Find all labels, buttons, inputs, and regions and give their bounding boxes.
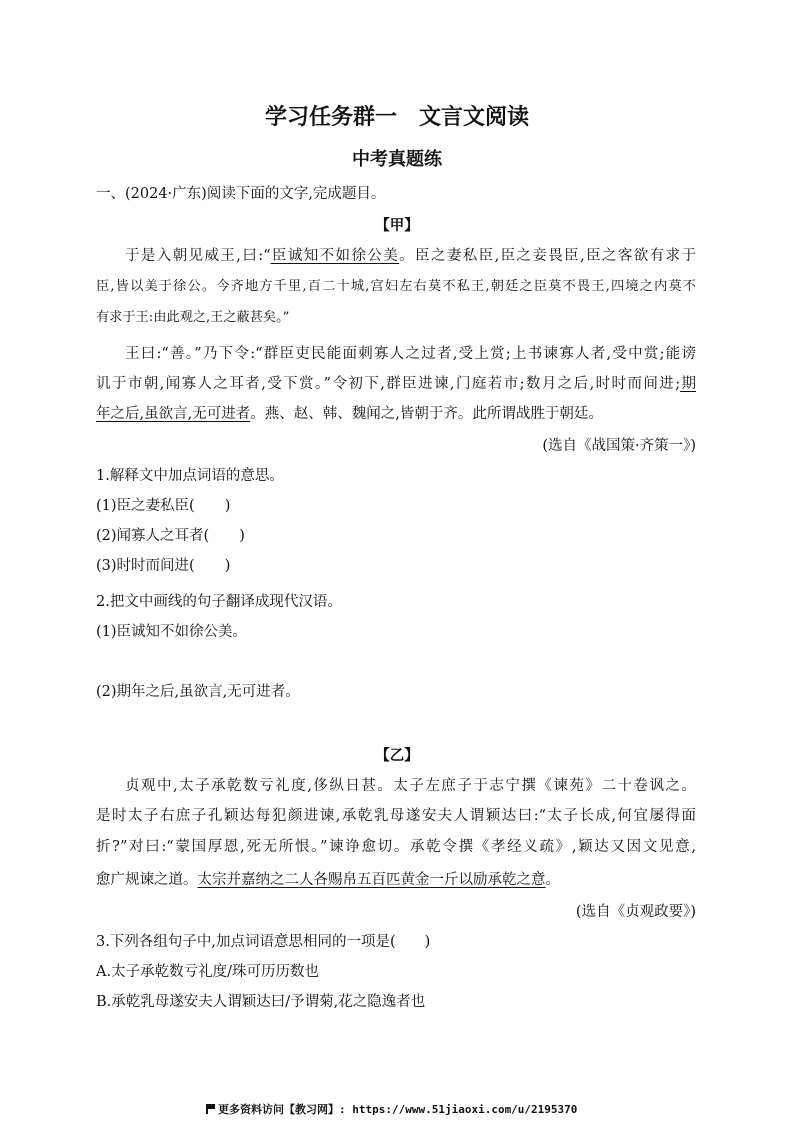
- underlined-sentence-2: 期: [680, 376, 696, 392]
- underlined-sentence-3: 太宗并嘉纳之二人各赐帛五百匹黄金一斤以励承乾之意: [197, 872, 546, 888]
- passage-a-p2-line1: 王曰:“善。”乃下令:“群臣吏民能面刺寡人之过者,受上赏;上书谏寡人者,受中赏;能谤: [125, 346, 696, 362]
- passage-a-p1-line2: 臣,皆以美于徐公。今齐地方千里,百二十城,宫妇左右莫不私王,朝廷之臣莫不畏王,四境之内莫不: [96, 279, 696, 294]
- question-1-item-3: [96, 556, 230, 576]
- question-1-item-2: [96, 526, 245, 546]
- underlined-sentence-2-cont: 年之后,虽欲言,无可进者: [96, 406, 251, 422]
- text-run: 。: [545, 872, 560, 888]
- item-close: ): [239, 528, 245, 544]
- text-run: 讥于市朝,闻寡人之耳者,受下赏。”令初下,群臣进谏,门庭若市;数月之后,时时而间进;: [96, 376, 681, 392]
- question-3-stem: 3.下列各组句子中,加点词语意思相同的一项是( ): [96, 934, 431, 950]
- item-text: (1)臣之妻私臣(: [96, 498, 195, 514]
- question-3-option-b[interactable]: B.承乾乳母遂安夫人谓颖达曰/予谓菊,花之隐逸者也: [96, 994, 426, 1010]
- question-1-stem: 1.解释文中加点词语的意思。: [96, 468, 284, 484]
- passage-b-line3: 折?”对曰:“蒙国厚恩,死无所恨。”谏诤愈切。承乾令撰《孝经义疏》,颖达又因文见意,: [96, 839, 696, 855]
- question-2-item-2: (2)期年之后,虽欲言,无可进者。: [96, 684, 300, 700]
- passage-b-line1: 贞观中,太子承乾数亏礼度,侈纵日甚。太子左庶子于志宁撰《谏苑》二十卷讽之。: [125, 778, 696, 794]
- item-close: ): [224, 498, 231, 514]
- page-title: 学习任务群一 文言文阅读: [264, 105, 529, 130]
- passage-a-p1-line3: 有求于王:由此观之,王之蔽甚矣。”: [96, 310, 290, 325]
- passage-b-label: 【乙】: [375, 747, 419, 764]
- question-3-option-a[interactable]: A.太子承乾数亏礼度/珠可历历数也: [96, 964, 319, 980]
- item-text: (2)闻寡人之耳者(: [96, 528, 210, 544]
- text-run: 。臣之妻私臣,臣之妾畏臣,臣之客欲有求于: [399, 248, 697, 264]
- underlined-sentence-1: 臣诚知不如徐公美: [270, 248, 400, 264]
- question-intro: 一、(2024·广东)阅读下面的文字,完成题目。: [96, 186, 386, 202]
- passage-a-p1-line1: [125, 246, 696, 266]
- passage-a-p2-line3: [96, 404, 603, 424]
- item-text: (3)时时而间进(: [96, 558, 195, 574]
- question-2-item-1: (1)臣诚知不如徐公美。: [96, 624, 248, 640]
- passage-b-line4: [96, 870, 560, 890]
- passage-a-source: (选自《战国策·齐策一》): [542, 438, 696, 454]
- flag-icon: [206, 1104, 215, 1114]
- item-close: ): [224, 558, 231, 574]
- footer-link[interactable]: [206, 1103, 577, 1117]
- footer-text: 更多资料访问【教习网】: https://www.51jiaoxi.com/u/2195370: [218, 1103, 578, 1116]
- page-subtitle: 中考真题练: [352, 149, 442, 170]
- passage-b-line2: 是时太子右庶子孔颖达每犯颜进谏,承乾乳母遂安夫人谓颖达曰:“太子长成,何宜屡得面: [96, 808, 696, 824]
- text-run: 。燕、赵、韩、魏闻之,皆朝于齐。此所谓战胜于朝廷。: [250, 406, 603, 422]
- passage-a-label: 【甲】: [375, 217, 419, 234]
- passage-a-p2-line2: [96, 374, 696, 394]
- passage-b-source: (选自《贞观政要》): [575, 904, 696, 920]
- question-1-item-1: [96, 496, 230, 516]
- question-2-stem: 2.把文中画线的句子翻译成现代汉语。: [96, 594, 342, 610]
- text-run: 于是入朝见威王,曰:“: [125, 248, 271, 264]
- text-run: 愈广规谏之道。: [96, 872, 198, 888]
